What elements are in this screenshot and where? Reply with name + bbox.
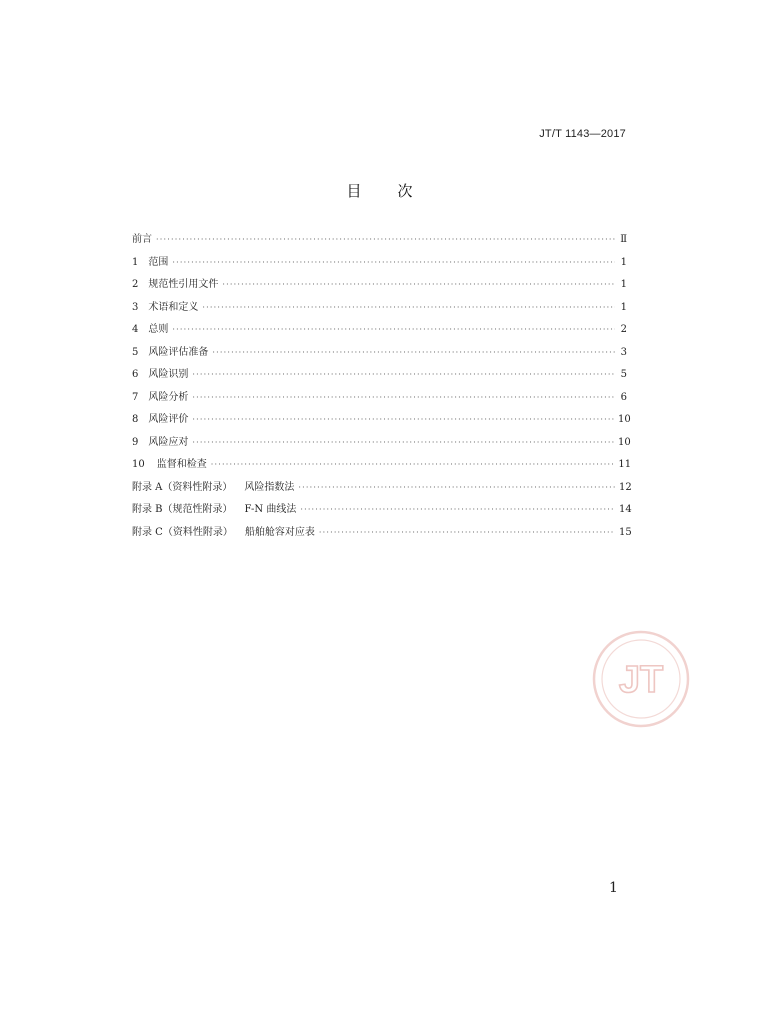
toc-leader-dots bbox=[192, 390, 615, 406]
toc-leader-dots bbox=[202, 300, 615, 316]
toc-entry-5[interactable] bbox=[132, 345, 627, 368]
toc-entry-page: 3 bbox=[620, 346, 627, 358]
toc-entry-page: 1 bbox=[620, 256, 627, 268]
toc-entry-number: 2 bbox=[132, 279, 139, 290]
toc-entry-page: 14 bbox=[619, 504, 632, 515]
toc-title-char-1: 目 bbox=[346, 182, 362, 200]
toc-entry-page: 6 bbox=[620, 391, 627, 403]
toc-entry-6[interactable] bbox=[132, 367, 627, 390]
watermark-text: JT bbox=[618, 659, 664, 701]
toc-entry-subtitle: 船舶舱容对应表 bbox=[244, 526, 315, 538]
toc-title-char-2: 次 bbox=[397, 182, 413, 200]
toc-leader-dots bbox=[300, 502, 615, 518]
toc-entry-number: 5 bbox=[132, 346, 139, 358]
toc-entry-label: 附录 C（资料性附录） bbox=[132, 526, 233, 538]
toc-entry-foreword[interactable] bbox=[132, 232, 627, 255]
toc-entry-label: 总则 bbox=[148, 324, 169, 335]
toc-entry-subtitle: F-N 曲线法 bbox=[244, 504, 297, 515]
page-number: 1 bbox=[609, 880, 618, 896]
toc-entry-page: 1 bbox=[620, 279, 627, 290]
toc-entry-label: 范围 bbox=[148, 256, 169, 268]
toc-entry-number: 4 bbox=[132, 324, 139, 335]
toc-entry-label: 附录 B（规范性附录） bbox=[132, 504, 233, 515]
toc-entry-10[interactable] bbox=[132, 457, 632, 480]
toc-entry-page: 1 bbox=[620, 301, 627, 313]
toc-entry-subtitle: 风险指数法 bbox=[244, 481, 295, 493]
toc-leader-dots bbox=[172, 322, 615, 338]
toc-entry-label: 风险分析 bbox=[148, 391, 189, 403]
toc-entry-label: 风险评估准备 bbox=[148, 346, 209, 358]
toc-leader-dots bbox=[298, 480, 615, 496]
toc-entry-page: 15 bbox=[619, 526, 632, 538]
toc-entry-page: Ⅱ bbox=[620, 234, 627, 245]
toc-leader-dots bbox=[212, 345, 615, 361]
toc-entry-page: 10 bbox=[618, 414, 631, 425]
standard-code: JT/T 1143—2017 bbox=[539, 128, 626, 140]
toc-entry-number: 1 bbox=[132, 256, 139, 268]
toc-entry-annex-a[interactable] bbox=[132, 480, 632, 503]
toc-entry-page: 12 bbox=[619, 481, 632, 493]
toc-entry-number: 6 bbox=[132, 369, 139, 380]
toc-entry-7[interactable] bbox=[132, 390, 627, 413]
toc-leader-dots bbox=[192, 367, 615, 383]
toc-entry-1[interactable] bbox=[132, 255, 627, 278]
toc-leader-dots bbox=[222, 277, 615, 293]
toc-entry-label: 风险识别 bbox=[148, 369, 189, 380]
toc-title bbox=[0, 180, 759, 201]
toc-entry-label: 附录 A（资料性附录） bbox=[132, 481, 233, 493]
toc-leader-dots bbox=[156, 232, 615, 248]
toc-leader-dots bbox=[172, 255, 615, 271]
toc-entry-label: 术语和定义 bbox=[148, 301, 199, 313]
toc-entry-annex-c[interactable] bbox=[132, 525, 632, 548]
toc-entry-label: 规范性引用文件 bbox=[148, 279, 219, 290]
toc-entry-number: 7 bbox=[132, 391, 139, 403]
toc-entry-number: 3 bbox=[132, 301, 139, 313]
toc-entry-number: 9 bbox=[132, 436, 139, 448]
table-of-contents bbox=[132, 232, 632, 547]
toc-leader-dots bbox=[192, 435, 614, 451]
toc-entry-label: 监督和检查 bbox=[156, 459, 207, 470]
toc-entry-page: 2 bbox=[620, 324, 627, 335]
toc-entry-number: 10 bbox=[132, 459, 145, 470]
jt-watermark-seal bbox=[591, 629, 691, 729]
toc-entry-4[interactable] bbox=[132, 322, 627, 345]
toc-leader-dots bbox=[319, 525, 615, 541]
toc-entry-3[interactable] bbox=[132, 300, 627, 323]
toc-entry-page: 5 bbox=[620, 369, 627, 380]
toc-entry-annex-b[interactable] bbox=[132, 502, 632, 525]
toc-leader-dots bbox=[211, 457, 615, 473]
toc-entry-2[interactable] bbox=[132, 277, 627, 300]
toc-entry-8[interactable] bbox=[132, 412, 631, 435]
toc-entry-page: 11 bbox=[618, 459, 632, 470]
toc-leader-dots bbox=[192, 412, 614, 428]
toc-entry-9[interactable] bbox=[132, 435, 631, 458]
toc-entry-number: 8 bbox=[132, 414, 139, 425]
toc-entry-page: 10 bbox=[618, 436, 631, 448]
toc-entry-label: 风险应对 bbox=[148, 436, 189, 448]
toc-entry-label: 风险评价 bbox=[148, 414, 189, 425]
toc-entry-label: 前言 bbox=[132, 234, 152, 245]
